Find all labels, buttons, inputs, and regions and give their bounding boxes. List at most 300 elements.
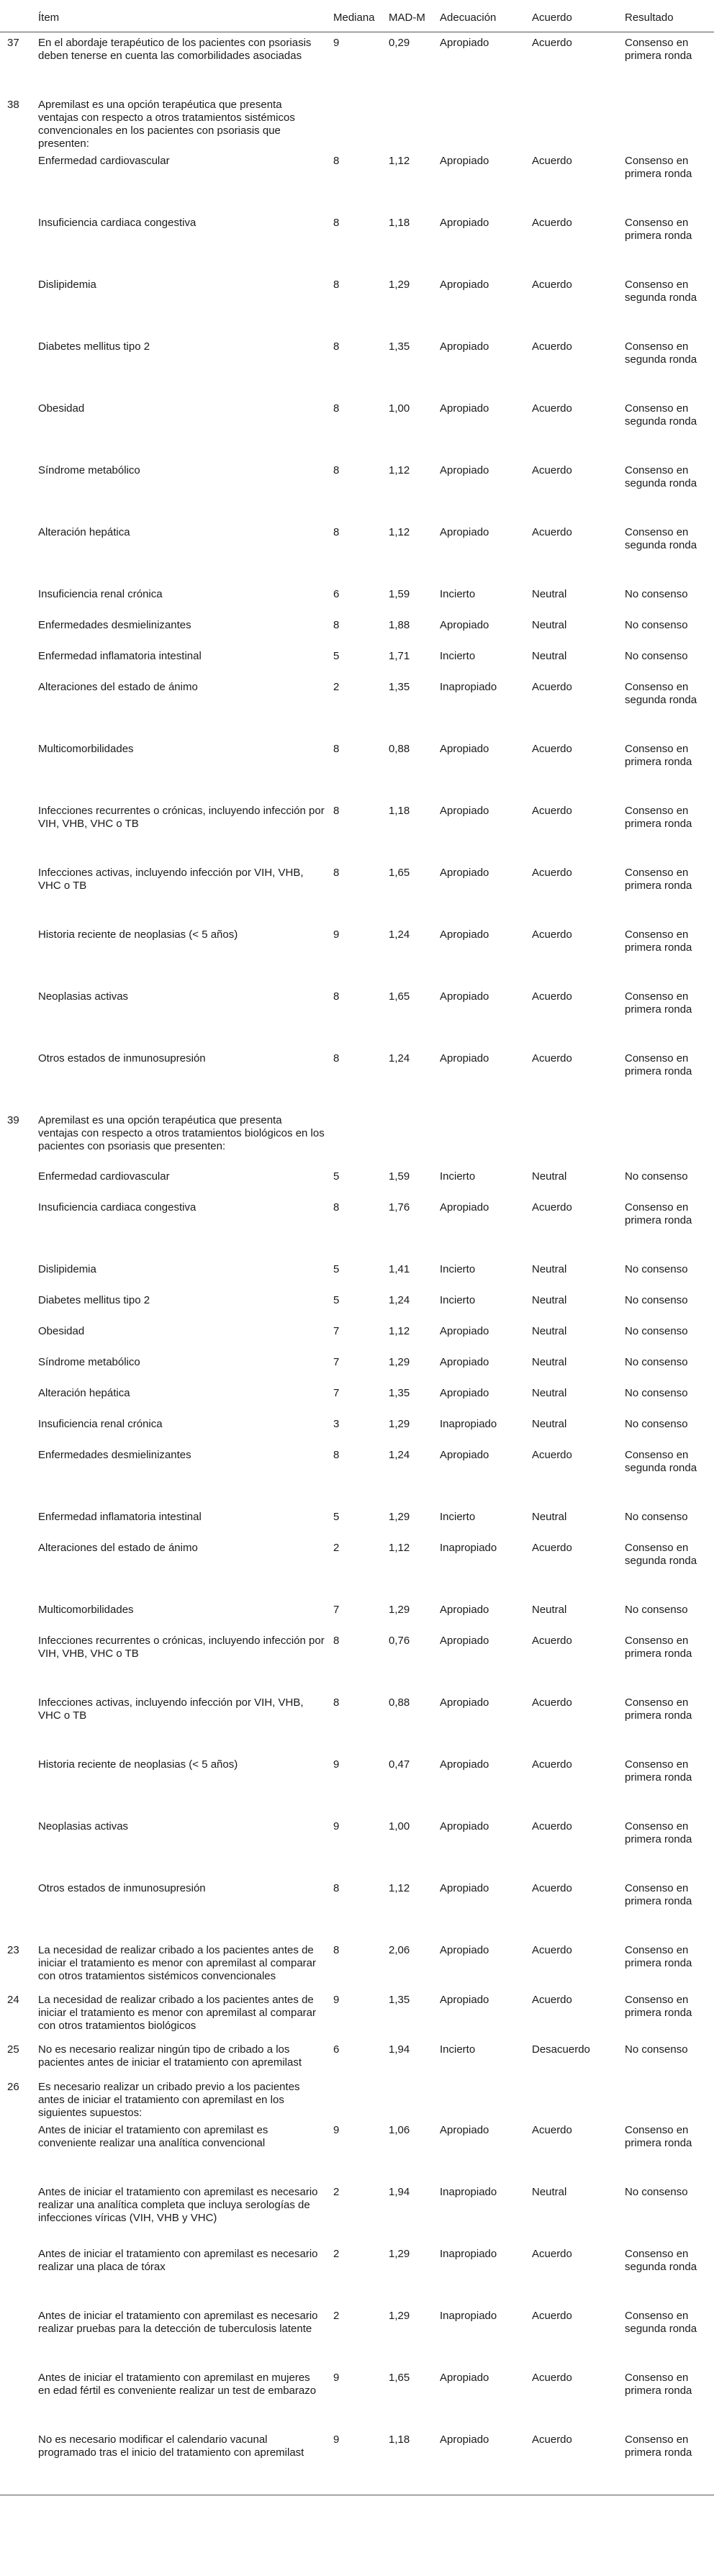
resultado-value <box>620 2076 714 2120</box>
acuerdo-value: Neutral <box>532 1417 567 1430</box>
resultado-value: No consenso <box>625 1603 688 1616</box>
item-text: Enfermedad inflamatoria intestinal <box>38 649 202 662</box>
median-value: 8 <box>333 340 340 353</box>
adecuacion-value: Apropiado <box>440 1820 489 1832</box>
table-row <box>0 1506 714 1537</box>
acuerdo-value: Acuerdo <box>532 1696 572 1709</box>
median-value: 9 <box>333 2371 340 2384</box>
acuerdo-value: Neutral <box>532 1355 567 1368</box>
acuerdo-value: Acuerdo <box>532 464 572 476</box>
adecuacion-value: Apropiado <box>440 2371 489 2384</box>
acuerdo-value: Neutral <box>532 1293 567 1306</box>
table-row <box>0 1989 714 2039</box>
row-number <box>0 2120 34 2182</box>
adecuacion-value: Incierto <box>440 1510 476 1523</box>
mad-m-value <box>384 94 435 150</box>
acuerdo-value: Neutral <box>532 2185 567 2198</box>
table-row <box>0 2429 714 2495</box>
median-value <box>329 2076 384 2120</box>
acuerdo-value: Acuerdo <box>532 680 572 693</box>
adecuacion-value: Apropiado <box>440 618 489 631</box>
resultado-value: Consenso en primera ronda <box>625 1881 692 1907</box>
adecuacion-value: Inapropiado <box>440 1417 497 1430</box>
table-row <box>0 398 714 460</box>
mad-m-value: 1,12 <box>389 525 410 538</box>
item-text: Insuficiencia renal crónica <box>38 1417 163 1430</box>
row-number <box>0 1166 34 1197</box>
adecuacion-value: Apropiado <box>440 402 489 415</box>
mad-m-value: 1,29 <box>389 1603 410 1616</box>
row-number <box>0 1630 34 1692</box>
item-text: Insuficiencia cardiaca congestiva <box>38 1201 196 1214</box>
median-value: 3 <box>333 1417 340 1430</box>
resultado-value: Consenso en segunda ronda <box>625 2309 697 2335</box>
item-text: Neoplasias activas <box>38 990 129 1003</box>
header-item: Ítem <box>34 0 329 32</box>
acuerdo-value: Neutral <box>532 1386 567 1399</box>
adecuacion-value <box>435 1110 528 1166</box>
table-row <box>0 2305 714 2367</box>
median-value: 7 <box>333 1386 340 1399</box>
item-text: Alteraciones del estado de ánimo <box>38 1541 198 1554</box>
median-value: 9 <box>333 2123 340 2136</box>
resultado-value: Consenso en primera ronda <box>625 1052 692 1077</box>
acuerdo-value: Acuerdo <box>532 1052 572 1065</box>
median-value: 8 <box>333 154 340 167</box>
adecuacion-value <box>435 2076 528 2120</box>
median-value: 8 <box>333 990 340 1003</box>
mad-m-value: 1,29 <box>389 1355 410 1368</box>
mad-m-value: 1,00 <box>389 1820 410 1832</box>
median-value: 2 <box>333 1541 340 1554</box>
table-body <box>0 32 714 2495</box>
resultado-value: No consenso <box>625 1417 688 1430</box>
mad-m-value: 1,00 <box>389 402 410 415</box>
table-row <box>0 1110 714 1166</box>
median-value: 5 <box>333 1510 340 1523</box>
row-number: 25 <box>7 2043 19 2056</box>
resultado-value: No consenso <box>625 618 688 631</box>
resultado-value <box>620 1110 714 1166</box>
resultado-value: Consenso en primera ronda <box>625 1758 692 1784</box>
acuerdo-value: Acuerdo <box>532 340 572 353</box>
resultado-value: Consenso en primera ronda <box>625 1201 692 1226</box>
mad-m-value: 1,29 <box>389 278 410 291</box>
item-text: Enfermedad cardiovascular <box>38 1170 170 1183</box>
adecuacion-value: Apropiado <box>440 525 489 538</box>
resultado-value: Consenso en primera ronda <box>625 866 692 892</box>
row-number <box>0 646 34 677</box>
resultado-value: No consenso <box>625 1170 688 1183</box>
resultado-value: Consenso en primera ronda <box>625 2371 692 2397</box>
table-row <box>0 1259 714 1290</box>
item-text: Dislipidemia <box>38 1262 96 1275</box>
table-row <box>0 460 714 522</box>
item-text: Síndrome metabólico <box>38 1355 140 1368</box>
item-text: Enfermedades desmielinizantes <box>38 1448 191 1461</box>
median-value: 2 <box>333 680 340 693</box>
resultado-value: No consenso <box>625 1510 688 1523</box>
mad-m-value: 1,29 <box>389 2247 410 2260</box>
adecuacion-value: Apropiado <box>440 37 489 49</box>
acuerdo-value: Acuerdo <box>532 866 572 879</box>
adecuacion-value: Inapropiado <box>440 2185 497 2198</box>
adecuacion-value: Apropiado <box>440 1448 489 1461</box>
row-number <box>0 1537 34 1599</box>
header-mediana: Mediana <box>329 0 384 32</box>
table-row <box>0 1290 714 1321</box>
resultado-value: No consenso <box>625 1324 688 1337</box>
item-text: Alteraciones del estado de ánimo <box>38 680 198 693</box>
row-number <box>0 738 34 800</box>
table-row <box>0 274 714 336</box>
item-text: Antes de iniciar el tratamiento con apremilast en mujeres en edad fértil es conveniente realizar un test de embarazo <box>38 2371 317 2397</box>
median-value: 9 <box>329 2429 384 2495</box>
item-text: Enfermedad cardiovascular <box>38 154 170 167</box>
item-text: Apremilast es una opción terapéutica que presenta ventajas con respecto a otros tratamientos biológicos en los pacientes con psoriasis que presenten: <box>38 1113 325 1152</box>
item-text: Obesidad <box>38 1324 85 1337</box>
median-value <box>329 1110 384 1166</box>
adecuacion-value: Apropiado <box>440 1052 489 1065</box>
median-value: 8 <box>333 1448 340 1461</box>
item-text: Alteración hepática <box>38 525 130 538</box>
item-text: Antes de iniciar el tratamiento con apremilast es necesario realizar una analítica completa que incluya serologías de infecciones víricas (VIH, VHB y VHC) <box>38 2185 318 2224</box>
mad-m-value: 1,18 <box>389 804 410 817</box>
median-value: 8 <box>333 216 340 229</box>
item-text: Infecciones activas, incluyendo infección por VIH, VHB, VHC o TB <box>38 1696 304 1722</box>
median-value: 6 <box>333 587 340 600</box>
adecuacion-value: Incierto <box>440 649 476 662</box>
acuerdo-value: Acuerdo <box>532 216 572 229</box>
item-text: Enfermedad inflamatoria intestinal <box>38 1510 202 1523</box>
mad-m-value <box>384 2076 435 2120</box>
row-number <box>0 1599 34 1630</box>
adecuacion-value: Incierto <box>440 1293 476 1306</box>
adecuacion-value: Apropiado <box>440 1386 489 1399</box>
row-number: 38 <box>7 98 19 111</box>
row-number: 23 <box>7 1943 19 1956</box>
mad-m-value: 1,24 <box>389 1052 410 1065</box>
resultado-value: Consenso en primera ronda <box>625 2123 692 2149</box>
row-number: 39 <box>7 1113 19 1126</box>
table-row <box>0 1940 714 1989</box>
header-acuerdo: Acuerdo <box>528 0 620 32</box>
acuerdo-value: Acuerdo <box>532 2309 572 2322</box>
adecuacion-value: Apropiado <box>440 1355 489 1368</box>
table-row <box>0 1445 714 1506</box>
row-number <box>0 1383 34 1414</box>
header-row <box>0 0 714 32</box>
item-text: Obesidad <box>38 402 85 415</box>
acuerdo-value: Acuerdo <box>532 525 572 538</box>
median-value: 8 <box>333 464 340 476</box>
adecuacion-value: Incierto <box>440 2043 476 2056</box>
adecuacion-value: Apropiado <box>440 216 489 229</box>
mad-m-value: 1,65 <box>389 866 410 879</box>
adecuacion-value: Apropiado <box>440 1324 489 1337</box>
resultado-value: Consenso en primera ronda <box>625 804 692 830</box>
adecuacion-value: Apropiado <box>440 1603 489 1616</box>
table-row <box>0 1537 714 1599</box>
adecuacion-value: Apropiado <box>440 1993 489 2006</box>
row-number <box>0 150 34 212</box>
table-row <box>0 646 714 677</box>
item-text: Dislipidemia <box>38 278 96 291</box>
median-value: 5 <box>333 1262 340 1275</box>
item-text: Síndrome metabólico <box>38 464 140 476</box>
item-text: Otros estados de inmunosupresión <box>38 1052 206 1065</box>
row-number <box>0 1414 34 1445</box>
acuerdo-value: Desacuerdo <box>532 2043 590 2056</box>
median-value: 8 <box>333 1696 340 1709</box>
row-number <box>0 615 34 646</box>
median-value: 8 <box>333 278 340 291</box>
adecuacion-value: Apropiado <box>440 1634 489 1647</box>
item-text: Alteración hepática <box>38 1386 130 1399</box>
resultado-value: Consenso en primera ronda <box>620 2429 714 2495</box>
adecuacion-value: Incierto <box>440 587 476 600</box>
item-text: Antes de iniciar el tratamiento con apremilast es necesario realizar pruebas para la detección de tuberculosis latente <box>38 2309 318 2335</box>
adecuacion-value: Inapropiado <box>440 1541 497 1554</box>
mad-m-value: 1,88 <box>389 618 410 631</box>
row-number <box>0 2243 34 2305</box>
acuerdo-value: Acuerdo <box>532 1820 572 1832</box>
adecuacion-value: Apropiado <box>440 2123 489 2136</box>
acuerdo-value: Neutral <box>532 1262 567 1275</box>
mad-m-value: 1,65 <box>389 990 410 1003</box>
table-row <box>0 2076 714 2120</box>
item-text: Otros estados de inmunosupresión <box>38 1881 206 1894</box>
acuerdo-value: Acuerdo <box>532 2247 572 2260</box>
median-value: 2 <box>333 2185 340 2198</box>
mad-m-value: 1,24 <box>389 1448 410 1461</box>
row-number <box>0 584 34 615</box>
row-number <box>0 1290 34 1321</box>
resultado-value: Consenso en primera ronda <box>625 154 692 180</box>
header-mad: MAD-M <box>384 0 435 32</box>
resultado-value: No consenso <box>625 1386 688 1399</box>
table-row <box>0 924 714 986</box>
acuerdo-value: Acuerdo <box>532 1881 572 1894</box>
acuerdo-value: Neutral <box>532 649 567 662</box>
item-text: Multicomorbilidades <box>38 742 134 755</box>
item-text: Infecciones activas, incluyendo infección por VIH, VHB, VHC o TB <box>38 866 304 892</box>
row-number <box>0 398 34 460</box>
resultado-value: Consenso en segunda ronda <box>625 525 697 551</box>
mad-m-value: 1,12 <box>389 1881 410 1894</box>
acuerdo-value: Neutral <box>532 1324 567 1337</box>
adecuacion-value: Apropiado <box>440 340 489 353</box>
mad-m-value: 1,35 <box>389 680 410 693</box>
table-row <box>0 1048 714 1110</box>
row-number <box>0 1048 34 1110</box>
resultado-value: Consenso en segunda ronda <box>625 278 697 304</box>
resultado-value: Consenso en primera ronda <box>625 1696 692 1722</box>
row-number <box>0 800 34 862</box>
table-row <box>0 336 714 398</box>
row-number <box>0 522 34 584</box>
resultado-value: Consenso en primera ronda <box>625 216 692 242</box>
mad-m-value: 1,65 <box>389 2371 410 2384</box>
table-row <box>0 1692 714 1754</box>
row-number <box>0 1692 34 1754</box>
item-text: La necesidad de realizar cribado a los pacientes antes de iniciar el tratamiento es menor con apremilast al comparar con otros tratamientos sistémicos convencionales <box>38 1943 316 1982</box>
header-adecuacion: Adecuación <box>435 0 528 32</box>
resultado-value: Consenso en primera ronda <box>625 1820 692 1845</box>
mad-m-value: 0,88 <box>389 742 410 755</box>
row-number <box>0 212 34 274</box>
table-row <box>0 1383 714 1414</box>
median-value: 8 <box>333 402 340 415</box>
mad-m-value: 0,47 <box>389 1758 410 1771</box>
header-resultado: Resultado <box>620 0 714 32</box>
resultado-value: No consenso <box>625 587 688 600</box>
item-text: Insuficiencia cardiaca congestiva <box>38 216 196 229</box>
row-number: 24 <box>7 1993 19 2006</box>
resultado-value: Consenso en segunda ronda <box>625 340 697 366</box>
table-row <box>0 615 714 646</box>
table-row <box>0 2182 714 2243</box>
item-text: Diabetes mellitus tipo 2 <box>38 340 150 353</box>
mad-m-value: 1,12 <box>389 154 410 167</box>
mad-m-value: 1,94 <box>389 2185 410 2198</box>
acuerdo-value: Neutral <box>532 1170 567 1183</box>
item-text: Historia reciente de neoplasias (< 5 años) <box>38 1758 238 1771</box>
adecuacion-value: Apropiado <box>440 154 489 167</box>
row-number <box>0 460 34 522</box>
table-row <box>0 1878 714 1940</box>
item-text: Diabetes mellitus tipo 2 <box>38 1293 150 1306</box>
resultado-value: Consenso en segunda ronda <box>625 1448 697 1474</box>
acuerdo-value: Acuerdo <box>532 2123 572 2136</box>
row-number <box>0 2305 34 2367</box>
resultado-value: No consenso <box>625 1293 688 1306</box>
table-row <box>0 1754 714 1816</box>
adecuacion-value: Apropiado <box>440 1943 489 1956</box>
acuerdo-value: Neutral <box>532 618 567 631</box>
adecuacion-value: Apropiado <box>435 2429 528 2495</box>
mad-m-value: 1,18 <box>384 2429 435 2495</box>
median-value: 8 <box>333 866 340 879</box>
mad-m-value: 1,12 <box>389 464 410 476</box>
table-row <box>0 2039 714 2076</box>
row-number <box>0 1445 34 1506</box>
acuerdo-value: Acuerdo <box>532 1541 572 1554</box>
acuerdo-value <box>528 2076 620 2120</box>
mad-m-value <box>384 1110 435 1166</box>
acuerdo-value: Acuerdo <box>532 154 572 167</box>
mad-m-value: 0,76 <box>389 1634 410 1647</box>
row-number <box>0 1878 34 1940</box>
row-number <box>0 986 34 1048</box>
row-number: 37 <box>7 37 19 49</box>
row-number <box>0 2367 34 2429</box>
median-value: 2 <box>333 2309 340 2322</box>
acuerdo-value <box>528 1110 620 1166</box>
item-text: Historia reciente de neoplasias (< 5 años) <box>38 928 238 941</box>
mad-m-value: 1,29 <box>389 1417 410 1430</box>
table-row <box>0 1352 714 1383</box>
resultado-value: Consenso en segunda ronda <box>625 680 697 706</box>
adecuacion-value: Incierto <box>440 1170 476 1183</box>
acuerdo-value: Acuerdo <box>532 990 572 1003</box>
row-number <box>0 274 34 336</box>
median-value <box>329 94 384 150</box>
median-value: 9 <box>333 1758 340 1771</box>
table-row <box>0 212 714 274</box>
table-row <box>0 738 714 800</box>
acuerdo-value: Acuerdo <box>532 1448 572 1461</box>
adecuacion-value: Inapropiado <box>440 680 497 693</box>
item-text: Enfermedades desmielinizantes <box>38 618 191 631</box>
resultado-value: No consenso <box>625 1262 688 1275</box>
adecuacion-value: Apropiado <box>440 1696 489 1709</box>
row-number <box>0 1259 34 1290</box>
row-number <box>0 1506 34 1537</box>
mad-m-value: 1,35 <box>389 340 410 353</box>
item-text: Antes de iniciar el tratamiento con apremilast es necesario realizar una placa de tórax <box>38 2247 318 2273</box>
acuerdo-value: Acuerdo <box>532 2371 572 2384</box>
resultado-value: Consenso en primera ronda <box>625 742 692 768</box>
table-row <box>0 986 714 1048</box>
item-text: No es necesario modificar el calendario vacunal programado tras el inicio del tratamiento con apremilast <box>34 2429 329 2495</box>
row-number <box>0 1321 34 1352</box>
item-text: Antes de iniciar el tratamiento con apremilast es conveniente realizar una analítica convencional <box>38 2123 268 2149</box>
acuerdo-value: Acuerdo <box>532 402 572 415</box>
acuerdo-value: Acuerdo <box>532 1201 572 1214</box>
mad-m-value: 0,88 <box>389 1696 410 1709</box>
row-number <box>0 1816 34 1878</box>
resultado-value: Consenso en segunda ronda <box>625 464 697 489</box>
item-text: Multicomorbilidades <box>38 1603 134 1616</box>
resultado-value: Consenso en segunda ronda <box>625 1541 697 1567</box>
acuerdo-value: Acuerdo <box>532 742 572 755</box>
resultado-value: Consenso en primera ronda <box>625 990 692 1016</box>
mad-m-value: 1,71 <box>389 649 410 662</box>
acuerdo-value: Neutral <box>532 1510 567 1523</box>
resultado-value: Consenso en primera ronda <box>625 1943 692 1969</box>
adecuacion-value: Apropiado <box>440 990 489 1003</box>
acuerdo-value: Acuerdo <box>532 1993 572 2006</box>
mad-m-value: 1,29 <box>389 2309 410 2322</box>
mad-m-value: 1,41 <box>389 1262 410 1275</box>
table-row <box>0 584 714 615</box>
resultado-value: Consenso en primera ronda <box>625 1993 692 2019</box>
median-value: 9 <box>333 928 340 941</box>
adecuacion-value: Apropiado <box>440 464 489 476</box>
mad-m-value: 1,12 <box>389 1541 410 1554</box>
table-row <box>0 1599 714 1630</box>
median-value: 6 <box>333 2043 340 2056</box>
mad-m-value: 1,24 <box>389 928 410 941</box>
median-value: 8 <box>333 618 340 631</box>
table-row <box>0 1197 714 1259</box>
mad-m-value: 1,59 <box>389 587 410 600</box>
median-value: 8 <box>333 742 340 755</box>
mad-m-value: 1,12 <box>389 1324 410 1337</box>
table-row <box>0 1414 714 1445</box>
row-number <box>0 862 34 924</box>
item-text: La necesidad de realizar cribado a los pacientes antes de iniciar el tratamiento es menor con apremilast al comparar con otros tratamientos biológicos <box>38 1993 316 2032</box>
resultado-value: Consenso en primera ronda <box>625 37 692 62</box>
acuerdo-value: Acuerdo <box>532 1758 572 1771</box>
acuerdo-value: Acuerdo <box>532 804 572 817</box>
table-row <box>0 2120 714 2182</box>
mad-m-value: 1,06 <box>389 2123 410 2136</box>
acuerdo-value <box>528 94 620 150</box>
mad-m-value: 0,29 <box>389 37 410 49</box>
acuerdo-value: Acuerdo <box>532 278 572 291</box>
